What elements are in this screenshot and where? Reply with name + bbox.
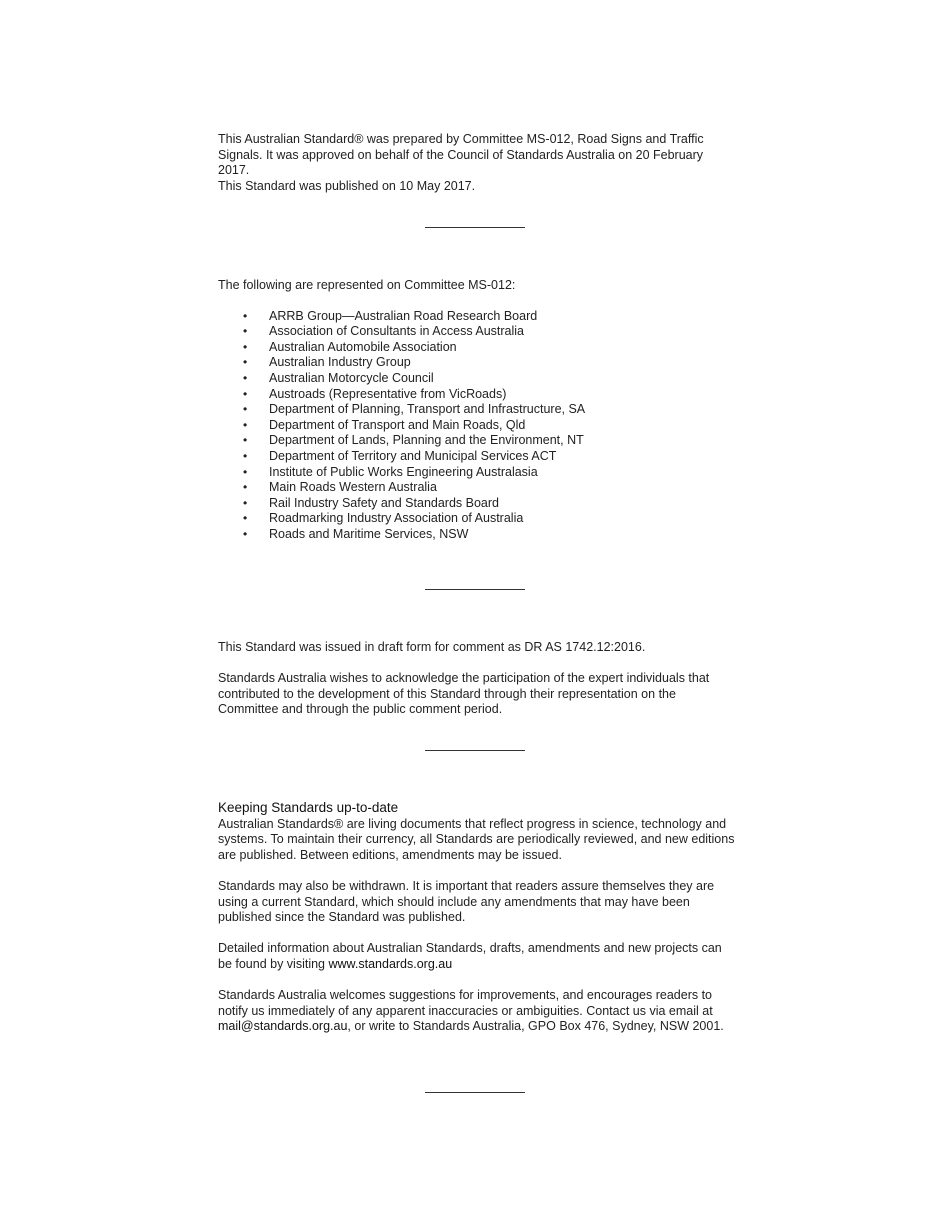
paragraph-text: , or write to Standards Australia, GPO Box 476, Sydney, NSW 2001. [347,1019,724,1034]
list-item [218,496,738,512]
paragraph-line: Australian Standards® are living documents that reflect progress in science, technology and [218,816,727,831]
list-item [218,402,738,418]
member-name: ARRB Group—Australian Road Research Board [269,308,538,323]
list-item [218,480,738,496]
paragraph-line [218,957,738,973]
bullet-icon: • [243,511,248,526]
member-name: Department of Planning, Transport and Infrastructure, SA [269,402,586,417]
section-divider [425,589,525,590]
section-heading: Keeping Standards up-to-date [218,800,399,815]
paragraph-line: Standards may also be withdrawn. It is important that readers assure themselves they are [218,878,715,893]
paragraph-line: notify us immediately of any apparent inaccuracies or ambiguities. Contact us via email at [218,1003,713,1018]
information-paragraph [218,941,738,972]
committee-intro: The following are represented on Committee MS-012: [218,278,516,292]
bullet-icon: • [243,495,248,510]
section-divider [425,227,525,228]
bullet-icon: • [243,339,248,354]
list-item [218,511,738,527]
list-item [218,527,738,543]
list-item [218,387,738,403]
member-name: Roads and Maritime Services, NSW [269,526,469,541]
paragraph-line: published since the Standard was published. [218,910,466,925]
draft-issued-note: This Standard was issued in draft form for comment as DR AS 1742.12:2016. [218,640,646,654]
paragraph-text: be found by visiting [218,956,329,971]
list-item [218,355,738,371]
committee-member-list [218,309,738,543]
email-link[interactable]: mail@standards.org.au [218,1019,348,1034]
list-item [218,309,738,325]
acknowledgement-line-2: contributed to the development of this Standard through their representation on the [218,686,676,701]
list-item [218,418,738,434]
paragraph-line: using a current Standard, which should include any amendments that may have been [218,894,690,909]
bullet-icon: • [243,480,248,495]
draft-section [218,640,738,718]
bullet-icon: • [243,433,248,448]
member-name: Institute of Public Works Engineering Australasia [269,464,538,479]
keeping-standards-section [218,800,738,1035]
paragraph-line: Standards Australia welcomes suggestions for improvements, and encourages readers to [218,988,713,1003]
acknowledgement-paragraph [218,671,738,718]
bullet-icon: • [243,308,248,323]
list-item [218,340,738,356]
published-date: This Standard was published on 10 May 2017. [218,178,476,193]
list-item [218,449,738,465]
list-item [218,324,738,340]
living-documents-paragraph [218,817,738,864]
member-name: Australian Industry Group [269,355,411,370]
committee-section [218,278,738,543]
withdrawal-paragraph [218,879,738,926]
member-name: Roadmarking Industry Association of Australia [269,511,524,526]
paragraph-line [218,1019,738,1035]
bullet-icon: • [243,526,248,541]
member-name: Australian Motorcycle Council [269,370,434,385]
section-divider [425,1092,525,1093]
approval-line-3: 2017. [218,163,250,178]
member-name: Department of Transport and Main Roads, Qld [269,417,526,432]
bullet-icon: • [243,417,248,432]
member-name: Association of Consultants in Access Australia [269,324,524,339]
bullet-icon: • [243,324,248,339]
website-link[interactable]: www.standards.org.au [328,956,453,971]
bullet-icon: • [243,464,248,479]
member-name: Austroads (Representative from VicRoads) [269,386,507,401]
approval-line-2: Signals. It was approved on behalf of the Council of Standards Australia on 20 February [218,147,704,162]
member-name: Australian Automobile Association [269,339,457,354]
bullet-icon: • [243,370,248,385]
list-item [218,371,738,387]
bullet-icon: • [243,355,248,370]
member-name: Rail Industry Safety and Standards Board [269,495,499,510]
paragraph-line: Detailed information about Australian Standards, drafts, amendments and new projects can [218,941,722,956]
section-divider [425,750,525,751]
paragraph-line: systems. To maintain their currency, all Standards are periodically reviewed, and new editions [218,832,735,847]
approval-line-1: This Australian Standard® was prepared by Committee MS-012, Road Signs and Traffic [218,132,704,146]
list-item [218,433,738,449]
member-name: Department of Lands, Planning and the Environment, NT [269,433,584,448]
acknowledgement-line-1: Standards Australia wishes to acknowledge the participation of the expert individuals that [218,671,710,686]
approval-section [218,132,738,194]
contact-paragraph [218,988,738,1035]
acknowledgement-line-3: Committee and through the public comment period. [218,702,503,717]
bullet-icon: • [243,448,248,463]
paragraph-line: are published. Between editions, amendments may be issued. [218,847,562,862]
member-name: Department of Territory and Municipal Services ACT [269,448,557,463]
bullet-icon: • [243,402,248,417]
bullet-icon: • [243,386,248,401]
list-item [218,465,738,481]
member-name: Main Roads Western Australia [269,480,437,495]
